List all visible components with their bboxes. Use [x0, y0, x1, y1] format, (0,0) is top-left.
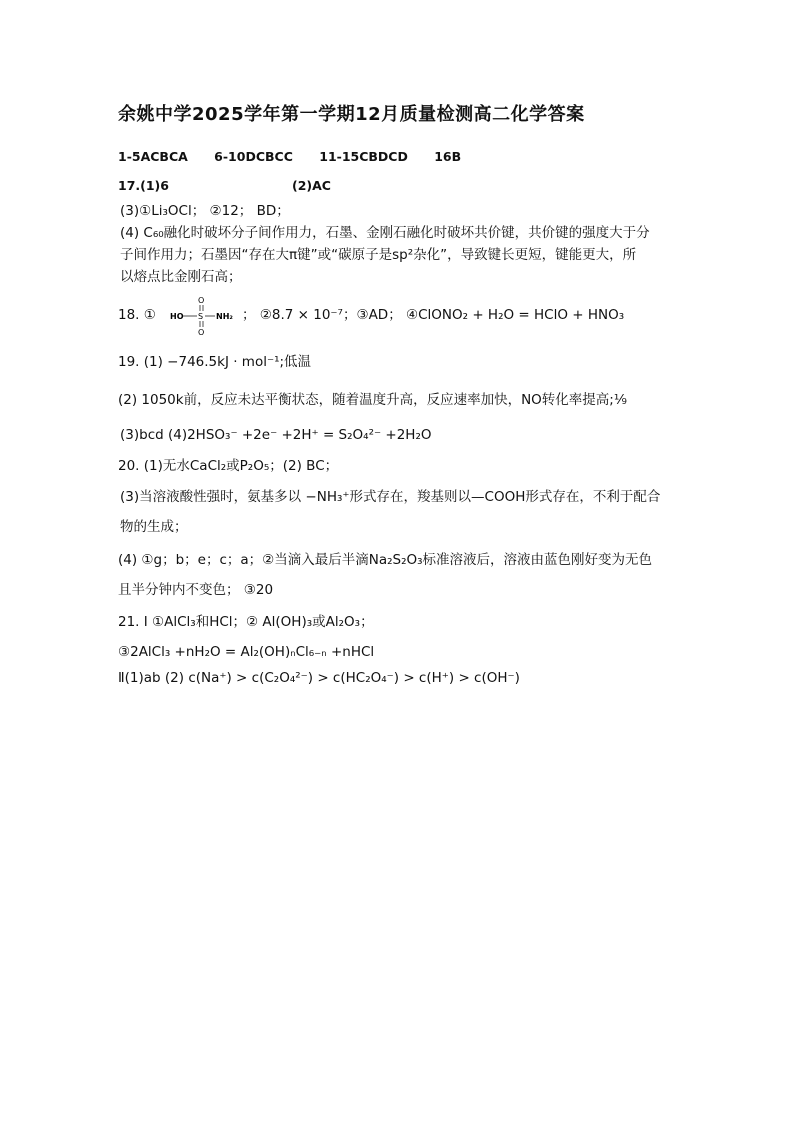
- q20-part1-2: 20. (1)无水CaCl₂或P₂O₅；(2) BC；: [118, 458, 339, 474]
- q19-part3-4: (3)bcd (4)2HSO₃⁻ +2e⁻ +2H⁺ = S₂O₄²⁻ +2H₂O: [120, 427, 432, 443]
- mcq-group-4: 16B: [434, 149, 462, 164]
- q17-part4-line2: 子间作用力；石墨因“存在大π键”或“碳原子是sp²杂化”，导致键长更短，键能更大，所: [120, 247, 637, 263]
- q21-part1-line1: 21. Ⅰ ①AlCl₃和HCl；② Al(OH)₃或Al₂O₃；: [118, 614, 374, 630]
- q18-answers: ； ②8.7 × 10⁻⁷；③AD； ④ClONO₂ + H₂O = HClO + HNO₃: [242, 307, 625, 323]
- q17-part1: 17.(1)6: [118, 178, 169, 193]
- struct-s: S: [198, 312, 204, 321]
- q19-part2: (2) 1050k前，反应未达平衡状态，随着温度升高，反应速率加快，NO转化率提高;¹⁄₉: [118, 392, 627, 408]
- mcq-group-1: 1-5ACBCA: [118, 149, 188, 164]
- q21-part1-line2: ③2AlCl₃ +nH₂O = Al₂(OH)ₙCl₆₋ₙ +nHCl: [118, 644, 375, 660]
- q21-part2: Ⅱ(1)ab (2) c(Na⁺) > c(C₂O₄²⁻) > c(HC₂O₄⁻) > c(H⁺) > c(OH⁻): [118, 670, 520, 686]
- mcq-group-3: 11-15CBDCD: [319, 149, 408, 164]
- struct-o-bottom: O: [198, 328, 205, 337]
- q20-part3-line2: 物的生成；: [120, 519, 188, 535]
- q20-part4-line1: (4) ①g；b；e；c；a；②当滴入最后半滴Na₂S₂O₃标准溶液后，溶液由蓝色刚好变为无色: [118, 552, 653, 568]
- mcq-group-2: 6-10DCBCC: [214, 149, 293, 164]
- q17-part4-line1: (4) C₆₀融化时破坏分子间作用力，石墨、金刚石融化时破坏共价键，共价键的强度大于分: [120, 225, 650, 241]
- struct-o-top: O: [198, 296, 205, 305]
- sulfamic-acid-structure: [168, 294, 240, 338]
- q17-part4-line3: 以熔点比金刚石高；: [120, 269, 242, 285]
- q17-part2: (2)AC: [292, 178, 331, 193]
- q18-prefix: 18. ①: [118, 307, 156, 323]
- struct-nh2: NH₂: [216, 312, 233, 321]
- q17-part3: (3)①Li₃OCl； ②12； BD；: [120, 203, 290, 219]
- q19-part1: 19. (1) −746.5kJ · mol⁻¹;低温: [118, 354, 312, 370]
- struct-ho: HO: [170, 312, 184, 321]
- mcq-answers-row: [118, 148, 461, 166]
- q20-part4-line2: 且半分钟内不变色； ③20: [118, 582, 274, 598]
- page-title: 余姚中学2025学年第一学期12月质量检测高二化学答案: [118, 104, 585, 125]
- q20-part3-line1: (3)当溶液酸性强时，氨基多以 −NH₃⁺形式存在，羧基则以—COOH形式存在，不利于配合: [120, 489, 661, 505]
